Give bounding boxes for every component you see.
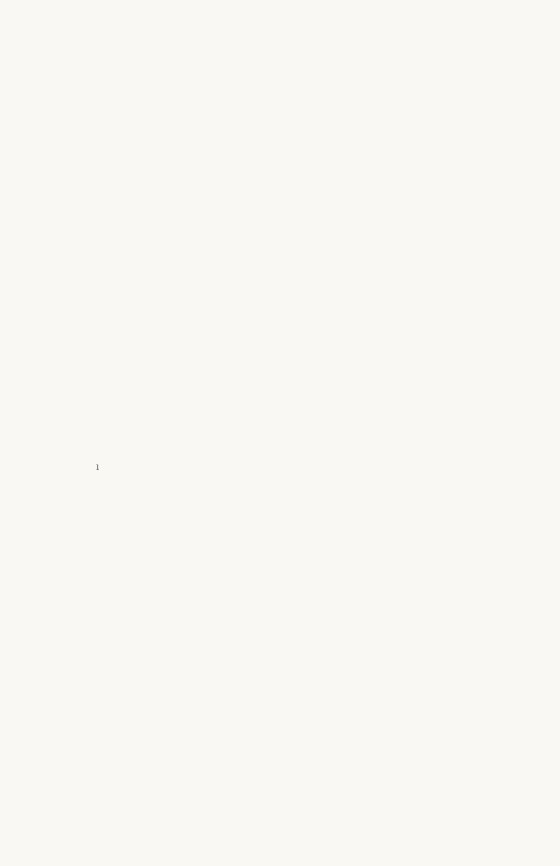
stray-mark: ı: [96, 462, 100, 473]
